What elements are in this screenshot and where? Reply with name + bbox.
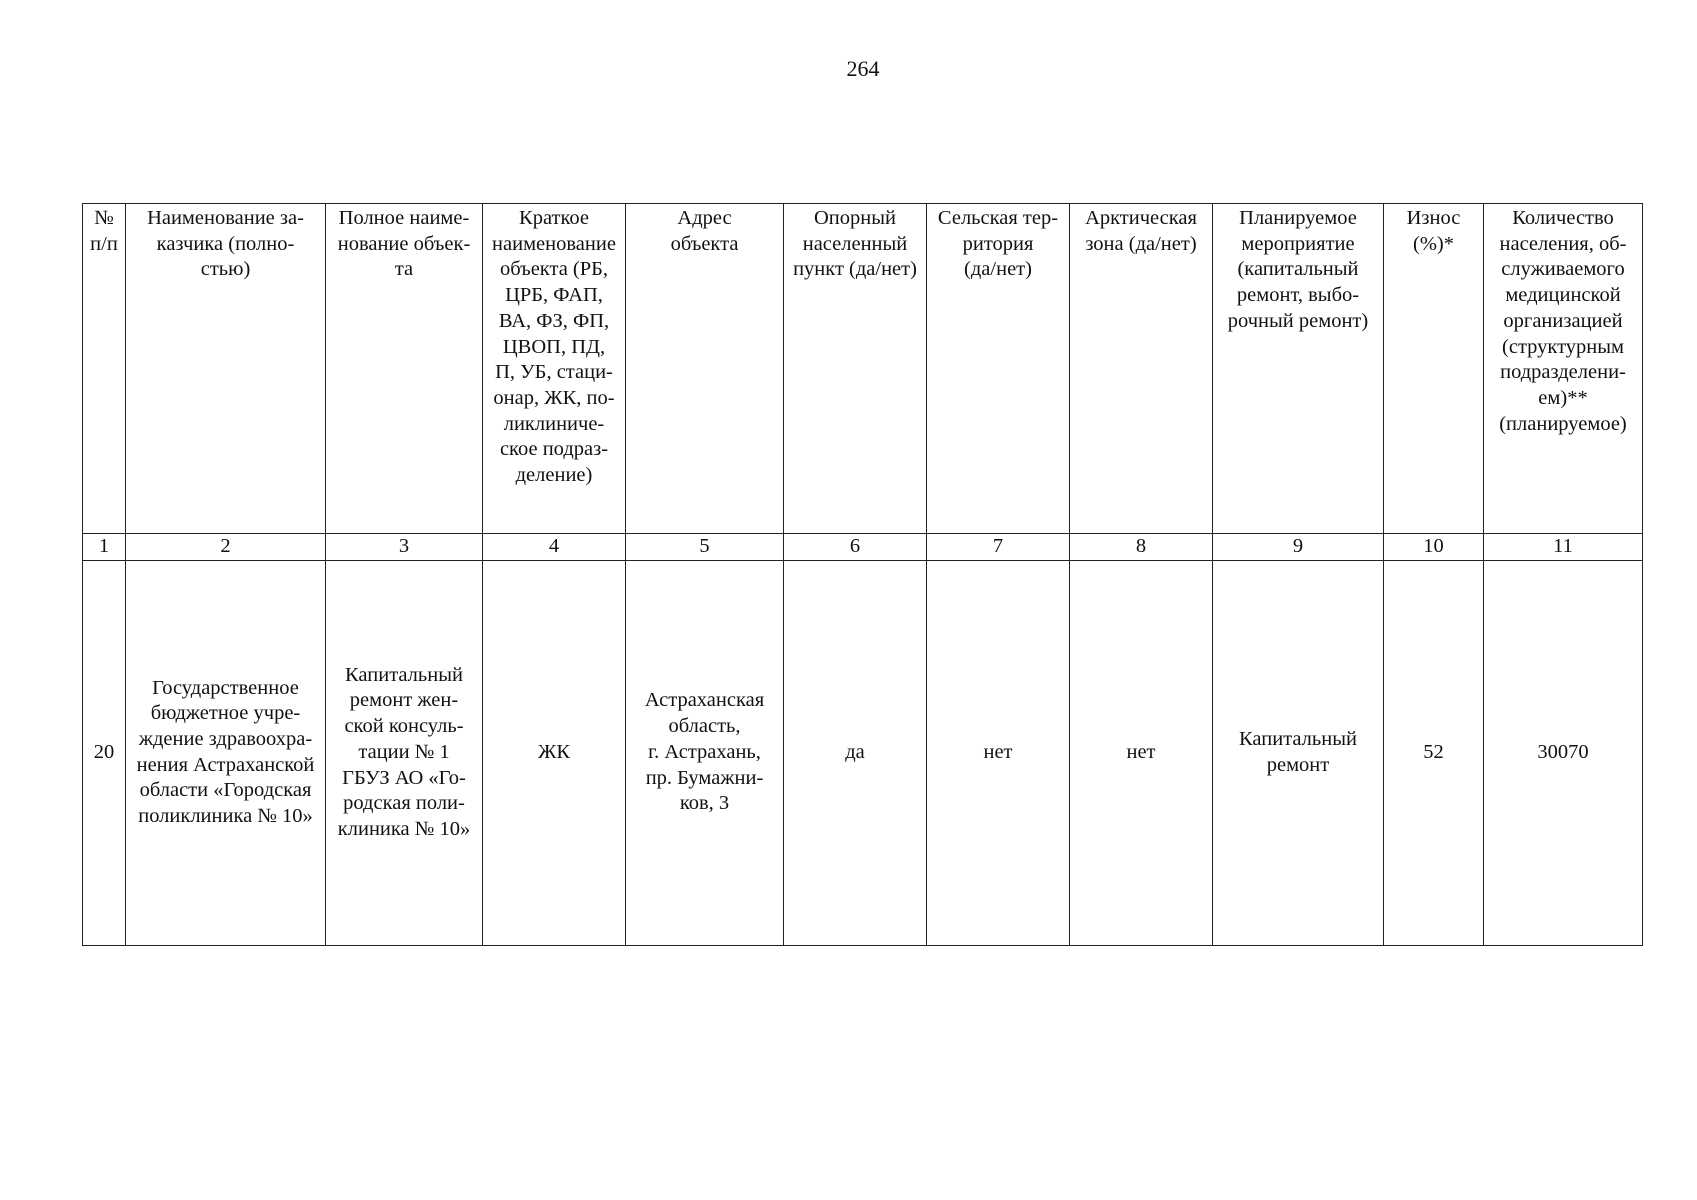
cell-text: нет xyxy=(983,740,1013,763)
cell-text: 52 xyxy=(1423,740,1444,763)
cell-text: Капитальный ремонт жен- ской консуль- тации № 1 ГБУЗ АО «Го- родская поли- клиника № 10» xyxy=(337,663,471,840)
header-cell-base-settlement xyxy=(784,204,927,534)
header-text: № п/п xyxy=(90,207,118,255)
header-cell-number xyxy=(83,204,126,534)
page-number: 264 xyxy=(846,56,880,81)
column-number-row xyxy=(83,534,1643,561)
header-text: Арктическая зона (да/нет) xyxy=(1085,207,1197,255)
header-cell-address xyxy=(626,204,784,534)
header-text: Опорный населенный пункт (да/нет) xyxy=(793,207,917,281)
header-cell-population xyxy=(1484,204,1643,534)
header-cell-wear xyxy=(1384,204,1484,534)
header-text: Наименование за- казчика (полно- стью) xyxy=(147,207,304,281)
column-number-cell: 10 xyxy=(1384,534,1484,561)
column-number-cell: 3 xyxy=(326,534,483,561)
cell-text: 20 xyxy=(93,740,115,763)
header-text: Количество населения, об- служиваемого медицинской организацией (структурным подразделени- ем)** (планируемое) xyxy=(1499,207,1627,435)
cell-wear xyxy=(1384,560,1484,945)
cell-text: да xyxy=(845,740,865,763)
table-row xyxy=(83,560,1643,945)
header-cell-arctic xyxy=(1070,204,1213,534)
cell-text: 30070 xyxy=(1537,740,1589,763)
cell-population xyxy=(1484,560,1643,945)
header-text: Полное наиме- нование объек- та xyxy=(337,207,471,281)
header-cell-short-name xyxy=(483,204,626,534)
column-number-cell: 11 xyxy=(1484,534,1643,561)
data-table xyxy=(82,203,1643,946)
header-cell-full-name xyxy=(326,204,483,534)
cell-row-number xyxy=(83,560,126,945)
column-number-cell: 7 xyxy=(927,534,1070,561)
cell-planned-action xyxy=(1213,560,1384,945)
cell-text: Астраханская область, г. Астрахань, пр. Бумажни- ков, 3 xyxy=(644,689,765,815)
cell-text: Государственное бюджетное учре- ждение здравоохра- нения Астраханской области «Городская поликлиника № 10» xyxy=(136,676,315,828)
header-text: Адрес объекта xyxy=(670,207,739,255)
header-text: Износ (%)* xyxy=(1406,207,1461,255)
header-cell-customer xyxy=(126,204,326,534)
cell-base-settlement xyxy=(784,560,927,945)
header-cell-rural xyxy=(927,204,1070,534)
column-number-cell: 4 xyxy=(483,534,626,561)
header-text: Краткое наименование объекта (РБ, ЦРБ, ФАП, ВА, ФЗ, ФП, ЦВОП, ПД, П, УБ, стаци- онар, ЖК, по- ликлиниче- ское подраз- деление) xyxy=(492,207,616,487)
cell-full-name xyxy=(326,560,483,945)
header-cell-planned-action xyxy=(1213,204,1384,534)
cell-arctic xyxy=(1070,560,1213,945)
cell-text: Капитальный ремонт xyxy=(1239,728,1357,776)
header-text: Сельская тер- ритория (да/нет) xyxy=(937,207,1059,281)
cell-customer xyxy=(126,560,326,945)
header-text: Планируемое мероприятие (капитальный ремонт, выбо- рочный ремонт) xyxy=(1227,207,1369,332)
cell-text: нет xyxy=(1126,740,1156,763)
cell-rural xyxy=(927,560,1070,945)
column-number-cell: 8 xyxy=(1070,534,1213,561)
cell-short-name xyxy=(483,560,626,945)
column-number-cell: 9 xyxy=(1213,534,1384,561)
cell-address xyxy=(626,560,784,945)
column-number-cell: 6 xyxy=(784,534,927,561)
column-number-cell: 2 xyxy=(126,534,326,561)
cell-text: ЖК xyxy=(537,740,571,763)
column-number-cell: 5 xyxy=(626,534,784,561)
table-header-row xyxy=(83,204,1643,534)
column-number-cell: 1 xyxy=(83,534,126,561)
